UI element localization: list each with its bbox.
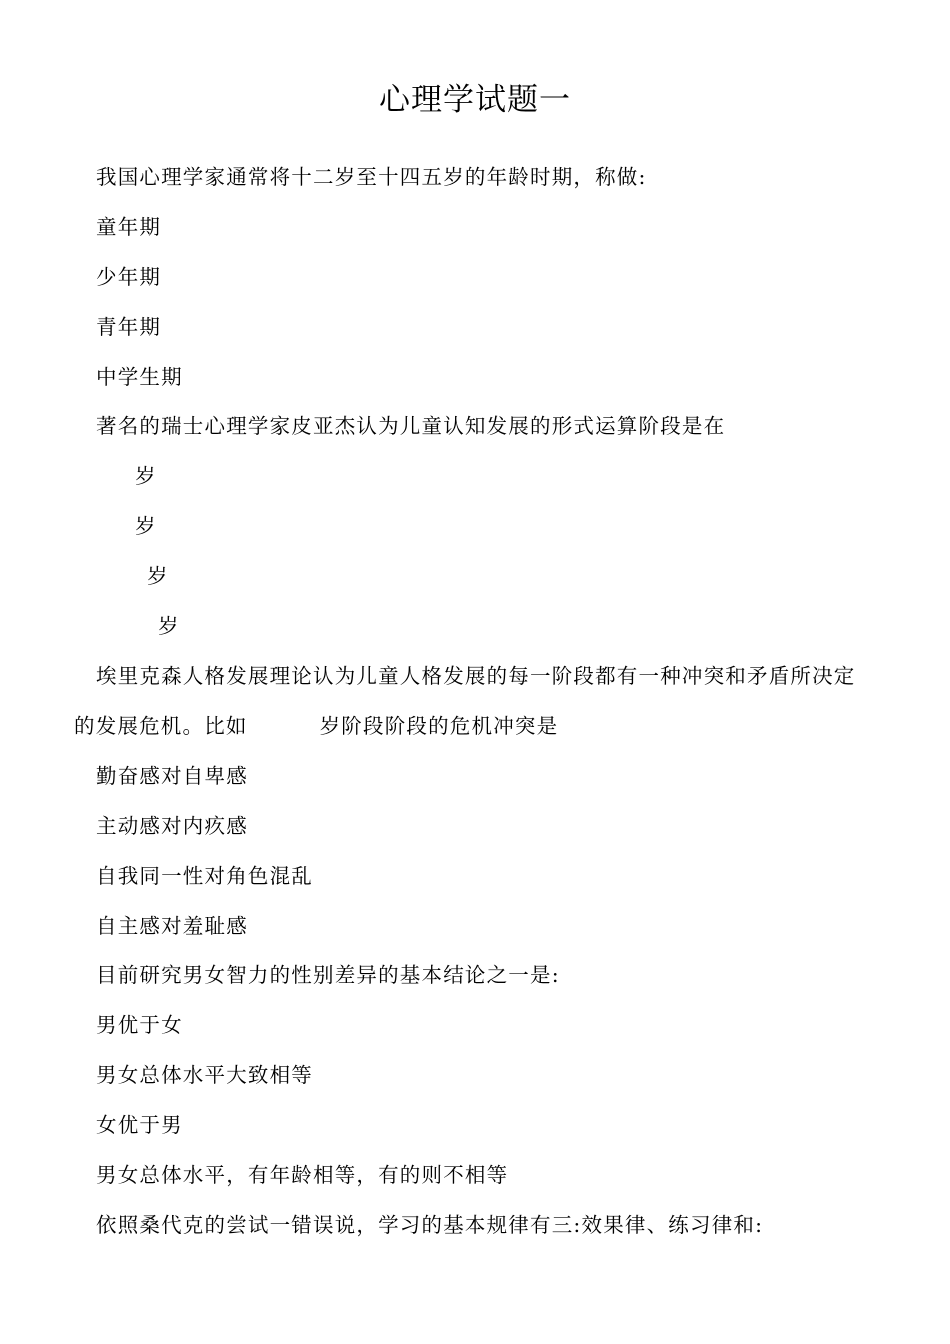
question-4-stem: 目前研究男女智力的性别差异的基本结论之一是:	[96, 963, 560, 987]
question-3-stem-line-2	[74, 716, 558, 737]
question-3-stem-line-2-part-a: 的发展危机。比如	[74, 714, 248, 738]
question-2-option-d: 岁	[158, 614, 180, 638]
question-1-option-b: 少年期	[96, 265, 162, 289]
question-5-stem: 依照桑代克的尝试一错误说，学习的基本规律有三:效果律、练习律和:	[96, 1213, 764, 1237]
question-2-option-c: 岁	[147, 564, 169, 588]
question-3-option-b: 主动感对内疚感	[96, 814, 248, 838]
question-4-option-d: 男女总体水平，有年龄相等，有的则不相等	[96, 1163, 509, 1187]
question-3-stem-line-1: 埃里克森人格发展理论认为儿童人格发展的每一阶段都有一种冲突和矛盾所决定	[96, 664, 856, 688]
question-1-option-a: 童年期	[96, 215, 162, 239]
question-2-stem: 著名的瑞士心理学家皮亚杰认为儿童认知发展的形式运算阶段是在	[96, 414, 726, 438]
question-3-option-c: 自我同一性对角色混乱	[96, 864, 313, 888]
question-3-option-d: 自主感对羞耻感	[96, 914, 248, 938]
question-3-option-a: 勤奋感对自卑感	[96, 764, 248, 788]
question-1-option-c: 青年期	[96, 315, 162, 339]
question-4-option-c: 女优于男	[96, 1113, 183, 1137]
question-2-option-b: 岁	[135, 514, 157, 538]
question-4-option-a: 男优于女	[96, 1013, 183, 1037]
question-1-option-d: 中学生期	[96, 365, 183, 389]
page-title: 心理学试题一	[379, 82, 571, 118]
question-3-stem-line-2-part-b: 岁阶段阶段的危机冲突是	[319, 714, 559, 738]
question-4-option-b: 男女总体水平大致相等	[96, 1063, 313, 1087]
question-2-option-a: 岁	[135, 464, 157, 488]
question-1-stem: 我国心理学家通常将十二岁至十四五岁的年龄时期，称做:	[96, 165, 647, 189]
